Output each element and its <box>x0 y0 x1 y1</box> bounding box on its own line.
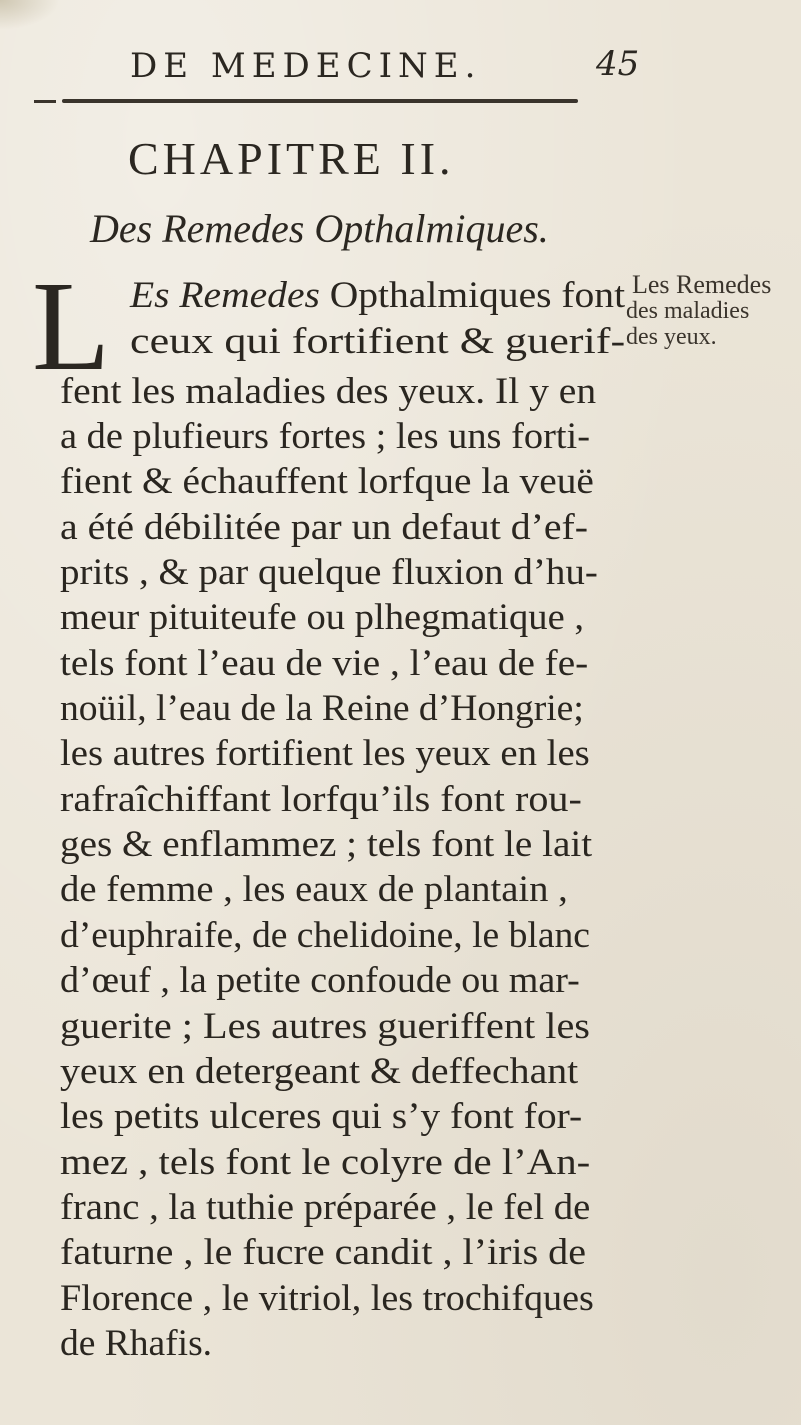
body-line-text: Opthalmiques font <box>319 275 626 316</box>
chapter-subtitle: Des Remedes Opthalmiques. <box>90 206 549 251</box>
body-line-text: ges & enflammez ; tels font le lait <box>60 824 593 865</box>
margin-note <box>626 272 771 350</box>
body-line <box>130 277 625 315</box>
body-line-text: franc , la tuthie préparée , le fel de <box>60 1187 591 1228</box>
body-line <box>60 554 598 592</box>
body-line <box>60 1325 212 1363</box>
body-line <box>60 781 582 819</box>
body-line-text: faturne , le fucre candit , l’iris de <box>60 1232 586 1273</box>
body-line-text: de Rhafis. <box>60 1323 213 1364</box>
page-number: 45 <box>596 44 640 84</box>
body-line <box>60 509 588 547</box>
body-line-text: a de plufieurs fortes ; les uns forti- <box>60 416 590 457</box>
body-line <box>60 826 592 864</box>
body-line-text: a été débilitée par un defaut d’ef- <box>60 507 589 548</box>
body-line <box>60 871 568 909</box>
body-line <box>130 323 625 361</box>
body-line <box>60 917 590 955</box>
body-line <box>60 418 590 456</box>
body-line <box>60 1008 590 1046</box>
body-line-text: yeux en detergeant & deffechant <box>60 1051 579 1092</box>
body-line-text: les petits ulceres qui s’y font for- <box>60 1096 583 1137</box>
page-corner-shade <box>0 0 60 30</box>
margin-note-line: Les Remedes <box>632 270 772 299</box>
body-line-text: meur pituiteufe ou plhegmatique , <box>60 597 585 638</box>
body-line <box>60 735 590 773</box>
drop-cap: L <box>32 255 111 397</box>
body-line-text: les autres fortifient les yeux en les <box>60 733 590 774</box>
body-line-text: d’euphraife, de chelidoine, le blanc <box>60 915 590 956</box>
body-line-text: fent les maladies des yeux. Il y en <box>60 371 597 412</box>
body-line <box>60 962 580 1000</box>
header-rule-stub <box>34 100 56 103</box>
body-line <box>60 1189 590 1227</box>
body-line-text: ceux qui fortifient & guerif- <box>130 321 626 362</box>
chapter-title: CHAPITRE II. <box>128 133 455 184</box>
body-line <box>60 1098 582 1136</box>
body-line <box>60 690 584 728</box>
body-line <box>60 463 594 501</box>
margin-note-line: des maladies <box>626 298 750 324</box>
body-line-italic: Es Remedes <box>130 275 320 316</box>
body-line <box>60 1144 590 1182</box>
body-line-text: Florence , le vitriol, les trochifques <box>60 1278 594 1319</box>
body-line <box>60 645 588 683</box>
body-line-text: noüil, l’eau de la Reine d’Hongrie; <box>60 688 584 729</box>
body-line-text: rafraîchiffant lorfqu’ils font rou- <box>60 779 582 820</box>
body-line-text: fient & échauffent lorfque la veuë <box>60 461 594 502</box>
running-head: DE MEDECINE. <box>130 46 482 86</box>
body-line <box>60 1053 578 1091</box>
body-line <box>60 1280 594 1318</box>
body-line-text: guerite ; Les autres gueriffent les <box>60 1006 590 1047</box>
body-line-text: tels font l’eau de vie , l’eau de fe- <box>60 643 589 684</box>
body-line-text: mez , tels font le colyre de l’An- <box>60 1142 591 1183</box>
margin-note-line: des yeux. <box>626 324 717 350</box>
body-line <box>60 599 584 637</box>
body-line <box>60 1234 586 1272</box>
body-line-text: de femme , les eaux de plantain , <box>60 869 568 910</box>
body-line-text: prits , & par quelque fluxion d’hu- <box>60 552 598 593</box>
body-line-text: d’œuf , la petite confoude ou mar- <box>60 960 580 1001</box>
body-line <box>60 373 596 411</box>
header-rule <box>62 99 578 103</box>
